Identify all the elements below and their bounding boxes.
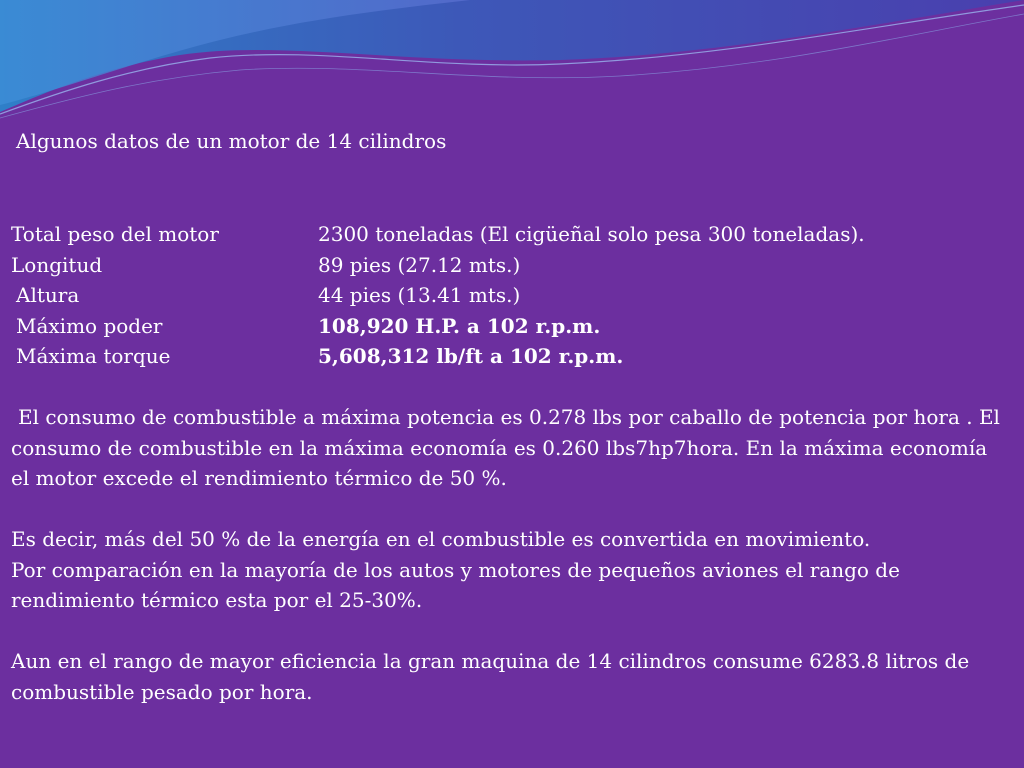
spec-value: 2300 toneladas (El cigüeñal solo pesa 300 toneladas).: [318, 222, 865, 246]
specs-table: [11, 219, 1011, 372]
paragraph-hourly-consumption: Aun en el rango de mayor eficiencia la gran maquina de 14 cilindros consume 6283.8 litros de combustible pesado por hora.: [11, 649, 970, 704]
spec-label: Longitud: [11, 252, 103, 277]
spec-value: 108,920 H.P. a 102 r.p.m.: [318, 313, 601, 338]
spec-label: Máximo poder: [16, 313, 163, 338]
spec-label: Máxima torque: [16, 344, 171, 368]
paragraph-energy-conversion: Es decir, más del 50 % de la energía en el combustible es convertida en movimiento.: [11, 527, 871, 551]
spec-row: [11, 219, 1011, 250]
paragraph-spacer: [11, 616, 1011, 647]
spec-row: [11, 341, 1011, 372]
spec-row: [11, 250, 1011, 281]
spec-row: [11, 280, 1011, 311]
spec-value: 44 pies (13.41 mts.): [318, 283, 521, 307]
paragraph-fuel-consumption: El consumo de combustible a máxima potencia es 0.278 lbs por caballo de potencia por hora . El consumo de combustible en la máxima economía es 0.260 lbs7hp7hora. En la máxima economía el motor excede el rendimiento térmico de 50 %.: [11, 405, 1000, 490]
wave-decoration: [0, 0, 1024, 130]
body-text: [11, 402, 1011, 707]
slide-title: Algunos datos de un motor de 14 cilindros: [16, 129, 447, 153]
spec-value: 5,608,312 lb/ft a 102 r.p.m.: [318, 344, 624, 368]
spec-label: Altura: [16, 283, 80, 307]
spec-value: 89 pies (27.12 mts.): [318, 252, 521, 277]
spec-row: [11, 311, 1011, 342]
paragraph-comparison: Por comparación en la mayoría de los autos y motores de pequeños aviones el rango de rendimiento térmico esta por el 25-30%.: [11, 557, 900, 612]
spec-label: Total peso del motor: [11, 222, 219, 246]
paragraph-spacer: [11, 494, 1011, 525]
